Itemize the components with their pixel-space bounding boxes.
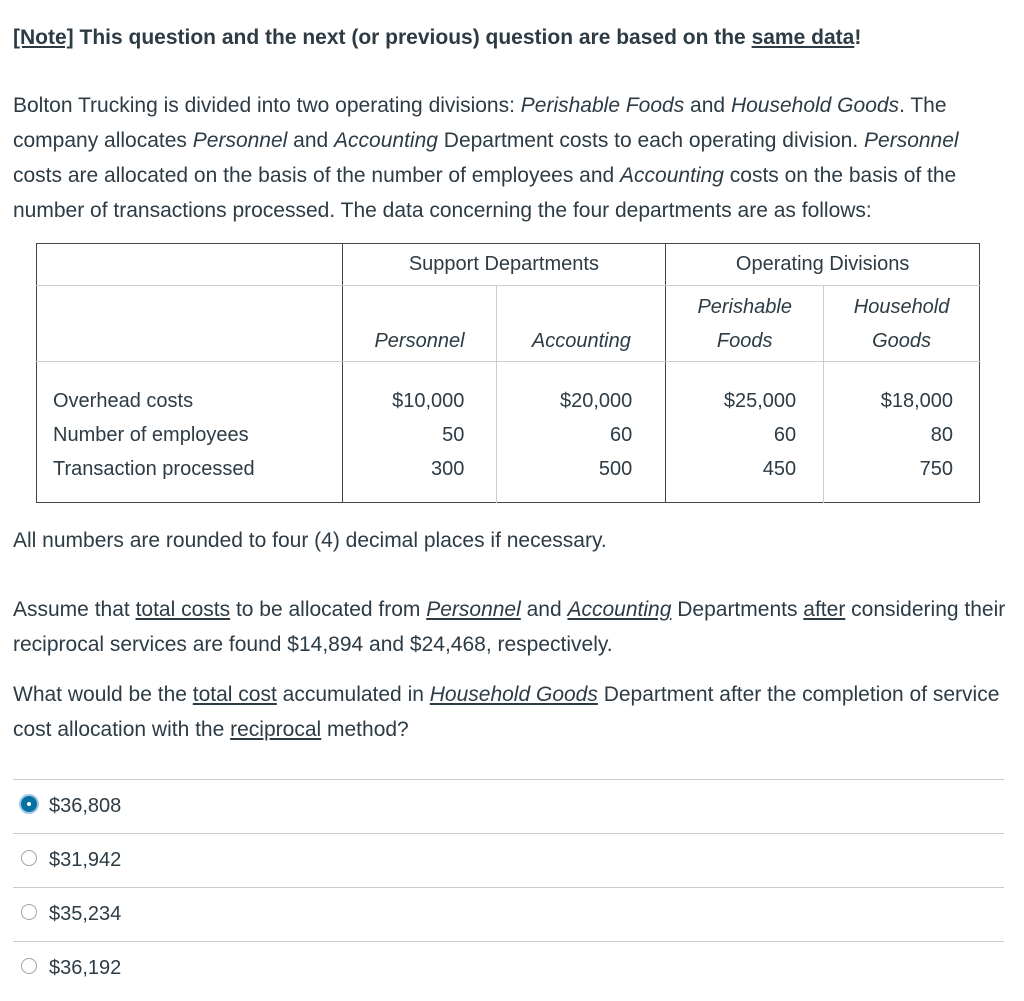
answer-option-4[interactable] [13,941,1004,995]
answer-label[interactable]: $36,808 [49,795,122,817]
radio-selected-icon[interactable] [21,796,37,812]
question-household: Household Goods [429,683,598,706]
question-paragraph [13,677,1013,747]
note-text: This question and the next (or previous) question are based on the [73,26,752,49]
radio-icon[interactable] [21,850,37,866]
intro-household: Household Goods [730,94,900,117]
operating-divisions-header: Operating Divisions [666,244,980,286]
table-row [37,418,980,452]
question-text: What would be the [13,683,193,706]
col-household-header [824,286,980,362]
intro-personnel: Personnel [864,129,959,152]
rounding-note: All numbers are rounded to four (4) decimal places if necessary. [13,529,607,552]
intro-text: and [287,129,335,152]
assume-after: after [803,598,846,621]
assume-text: to be allocated from [230,598,427,621]
intro-text: Bolton Trucking is divided into two operating divisions: [13,94,521,117]
note-emphasis: same data [751,26,855,49]
table-empty-cell [37,244,343,286]
answer-label[interactable]: $35,234 [49,903,122,925]
household-value: 80 [824,418,980,452]
intro-paragraph [13,88,1013,228]
perishable-value: $25,000 [666,362,824,419]
question-total-cost: total cost [192,683,277,706]
note-end: ! [854,26,862,49]
radio-icon[interactable] [21,904,37,920]
col-perishable-header [666,286,824,362]
note-tag: [Note] [13,26,74,49]
row-label: Number of employees [53,423,249,446]
accounting-value: 500 [497,452,666,503]
intro-text: . The company allocates [13,94,947,152]
assume-text: Departments [671,598,804,621]
answer-label[interactable]: $31,942 [49,849,122,871]
answer-option-3[interactable] [13,887,1004,941]
col-accounting-label: Accounting [531,329,631,352]
assume-personnel: Personnel [426,598,521,621]
question-text: method? [321,718,409,741]
intro-text: costs on the basis of the number of transactions processed. The data concerning the four departments are as follows: [13,164,957,222]
assume-total-costs: total costs [135,598,231,621]
col-accounting-header [497,286,666,362]
table-group-header-row [37,244,980,286]
accounting-value: 60 [497,418,666,452]
personnel-value: 50 [342,418,497,452]
table-column-header-row [37,286,980,362]
question-reciprocal: reciprocal [230,718,322,741]
question-text: Department after the completion of service cost allocation with the [13,683,1000,741]
intro-text: Department costs to each operating division. [437,129,865,152]
assume-text: Assume that [13,598,136,621]
row-label: Transaction processed [53,457,255,480]
assume-accounting: Accounting [567,598,672,621]
table-empty-cell [37,286,343,362]
support-departments-header: Support Departments [342,244,666,286]
perishable-value: 450 [666,452,824,503]
col-personnel-header [342,286,497,362]
answer-option-1[interactable] [13,779,1004,833]
col-perishable-label-1: Perishable [697,295,792,318]
personnel-value: 300 [342,452,497,503]
col-household-label-1: Household [853,295,950,318]
intro-text: costs are allocated on the basis of the number of employees and [13,164,621,187]
col-household-label-2: Goods [872,329,932,352]
department-data-table [36,243,980,503]
note-heading [13,22,861,54]
intro-perishable: Perishable Foods [520,94,685,117]
assume-text: and [520,598,568,621]
accounting-value: $20,000 [497,362,666,419]
perishable-value: 60 [666,418,824,452]
radio-icon[interactable] [21,958,37,974]
household-value: $18,000 [824,362,980,419]
answer-options [13,779,1004,995]
answer-option-2[interactable] [13,833,1004,887]
household-value: 750 [824,452,980,503]
col-personnel-label: Personnel [374,329,465,352]
personnel-value: $10,000 [342,362,497,419]
row-label: Overhead costs [53,389,194,412]
question-text: accumulated in [276,683,430,706]
intro-accounting: Accounting [334,129,438,152]
assume-text: considering their reciprocal services are found $14,894 and $24,468, respectively. [13,598,1006,656]
table-row [37,362,980,419]
table-row [37,452,980,503]
col-perishable-label-2: Foods [716,329,773,352]
assumption-paragraph [13,592,1013,662]
intro-text: and [684,94,731,117]
intro-accounting: Accounting [620,164,724,187]
intro-personnel: Personnel [192,129,288,152]
answer-label[interactable]: $36,192 [49,957,122,979]
